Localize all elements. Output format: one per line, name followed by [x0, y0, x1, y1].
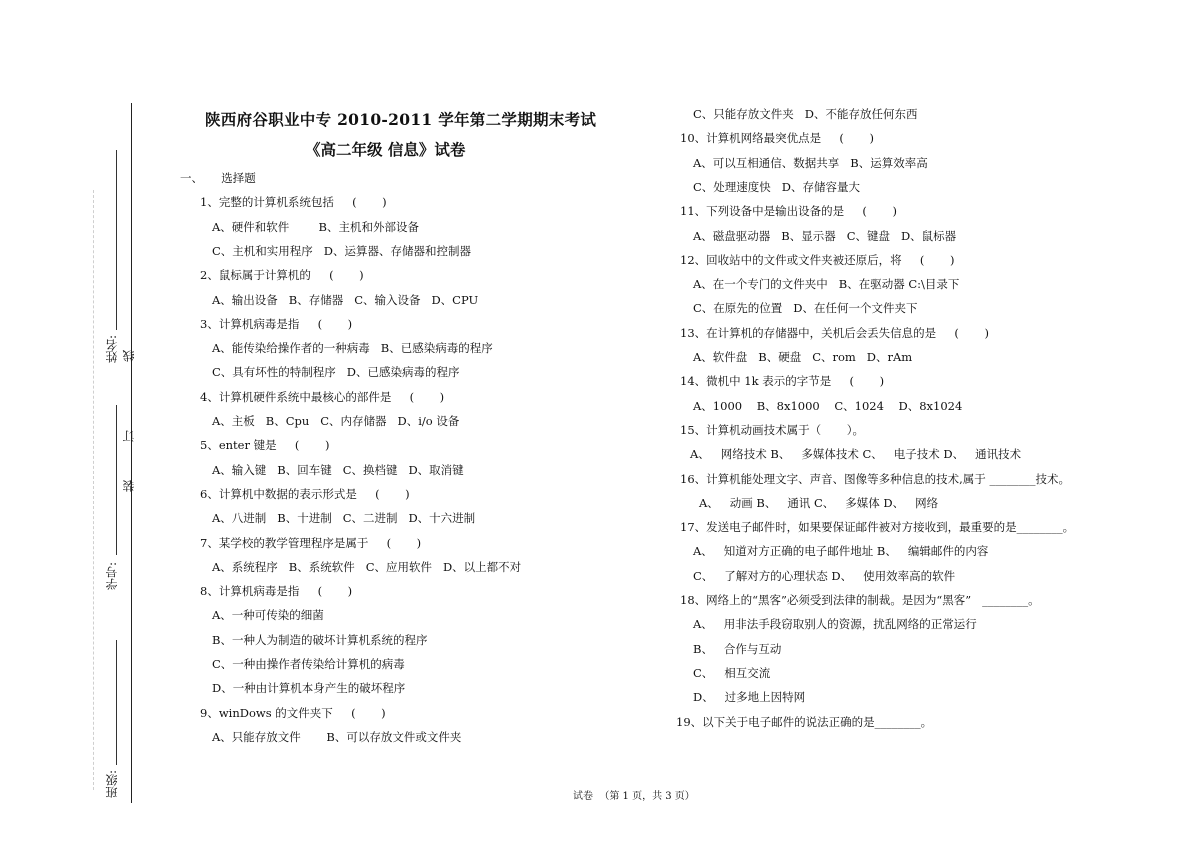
question-line: 16、计算机能处理文字、声音、图像等多种信息的技术,属于 ________技术。	[680, 471, 1070, 486]
name-label: 姓名:	[105, 335, 119, 364]
question-line: A、在一个专门的文件夹中 B、在驱动器 C:\目录下	[693, 277, 960, 292]
question-line: A、1000 B、8x1000 C、1024 D、8x1024	[693, 398, 963, 413]
question-line: A、软件盘 B、硬盘 C、rom D、rAm	[693, 350, 913, 364]
question-line: A、 网络技术 B、 多媒体技术 C、 电子技术 D、 通讯技术	[690, 447, 1022, 462]
question-line: A、 用非法手段窃取别人的资源，扰乱网络的正常运行	[693, 617, 977, 632]
student-id-underline	[116, 405, 117, 555]
question-line: 3、计算机病毒是指 ( )	[200, 316, 353, 331]
question-line: 17、发送电子邮件时，如果要保证邮件被对方接收到，最重要的是________。	[680, 520, 1075, 535]
question-line: 7、某学校的教学管理程序是属于 ( )	[200, 535, 422, 550]
question-line: A、 知道对方正确的电子邮件地址 B、 编辑邮件的内容	[693, 544, 989, 559]
page-footer: 试卷 （第 1 页，共 3 页）	[573, 791, 695, 802]
question-line: C、 了解对方的心理状态 D、 使用效率高的软件	[693, 568, 956, 583]
question-line: 10、计算机网络最突优点是 ( )	[680, 131, 874, 146]
question-line: A、一种可传染的细菌	[212, 608, 324, 623]
question-line: A、磁盘驱动器 B、显示器 C、键盘 D、鼠标器	[693, 228, 957, 243]
question-line: D、一种由计算机本身产生的破坏程序	[212, 681, 406, 696]
question-line: A、输出设备 B、存储器 C、输入设备 D、CPU	[212, 292, 479, 307]
exam-subtitle: 《高二年级 信息》试卷	[305, 140, 466, 159]
question-line: C、 相互交流	[693, 665, 771, 680]
question-line: C、处理速度快 D、存储容量大	[693, 179, 860, 194]
question-line: A、硬件和软件 B、主机和外部设备	[212, 219, 419, 234]
question-line: 12、回收站中的文件或文件夹被还原后，将 ( )	[680, 252, 955, 267]
binding-margin	[0, 0, 140, 849]
name-underline	[116, 150, 117, 330]
question-line: 15、计算机动画技术属于（ ）。	[680, 422, 864, 437]
question-line: D、 过多地上因特网	[693, 690, 806, 705]
question-line: 19、以下关于电子邮件的说法正确的是________。	[676, 714, 933, 729]
question-line: B、一种人为制造的破坏计算机系统的程序	[212, 632, 428, 647]
question-line: C、主机和实用程序 D、运算器、存储器和控制器	[212, 243, 471, 258]
question-line: A、输入键 B、回车键 C、换档键 D、取消键	[212, 462, 464, 477]
question-line: C、具有坏性的特制程序 D、已感染病毒的程序	[212, 365, 460, 380]
question-line: 6、计算机中数据的表示形式是 ( )	[200, 486, 410, 501]
question-line: A、可以互相通信、数据共享 B、运算效率高	[693, 155, 928, 170]
question-line: C、一种由操作者传染给计算机的病毒	[212, 657, 405, 671]
question-line: 14、微机中 1k 表示的字节是 ( )	[680, 374, 885, 389]
question-line: A、只能存放文件 B、可以存放文件或文件夹	[212, 729, 462, 744]
question-line: A、主板 B、Cpu C、内存储器 D、i/o 设备	[212, 414, 460, 428]
question-line: A、系统程序 B、系统软件 C、应用软件 D、以上都不对	[212, 559, 522, 574]
binding-mark-line: 线	[122, 350, 136, 362]
student-id-label: 学号:	[105, 562, 119, 591]
section-heading: 一、 选择题	[180, 171, 256, 185]
class-underline	[116, 640, 117, 765]
question-line: 9、winDows 的文件夹下 ( )	[200, 705, 386, 720]
question-line: C、在原先的位置 D、在任何一个文件夹下	[693, 301, 918, 316]
question-line: 1、完整的计算机系统包括 ( )	[200, 195, 387, 210]
question-line: 18、网络上的“黑客”必须受到法律的制裁。是因为“黑客” ________。	[680, 593, 1040, 607]
question-line: 8、计算机病毒是指 ( )	[200, 584, 353, 599]
question-line: A、能传染给操作者的一种病毒 B、已感染病毒的程序	[212, 341, 493, 356]
question-line: B、 合作与互动	[693, 641, 782, 656]
question-line: 4、计算机硬件系统中最核心的部件是 ( )	[200, 389, 445, 404]
question-line: 13、在计算机的存储器中，关机后会丢失信息的是 ( )	[680, 325, 989, 340]
binding-mark-zhuang: 装	[122, 480, 136, 492]
binding-solid-line	[131, 103, 132, 803]
binding-dashed-line	[93, 190, 94, 790]
class-label: 班级:	[105, 770, 119, 799]
question-line: A、八进制 B、十进制 C、二进制 D、十六进制	[212, 511, 476, 526]
question-line: 5、enter 键是 ( )	[200, 438, 330, 453]
question-line: 11、下列设备中是输出设备的是 ( )	[680, 204, 897, 219]
binding-mark-ding: 订	[122, 430, 136, 442]
question-line: A、 动画 B、 通讯 C、 多媒体 D、 网络	[699, 495, 939, 510]
question-line: 2、鼠标属于计算机的 ( )	[200, 268, 364, 283]
question-line: C、只能存放文件夹 D、不能存放任何东西	[693, 107, 918, 121]
exam-title: 陕西府谷职业中专 2010-2011 学年第二学期期末考试	[205, 110, 597, 129]
